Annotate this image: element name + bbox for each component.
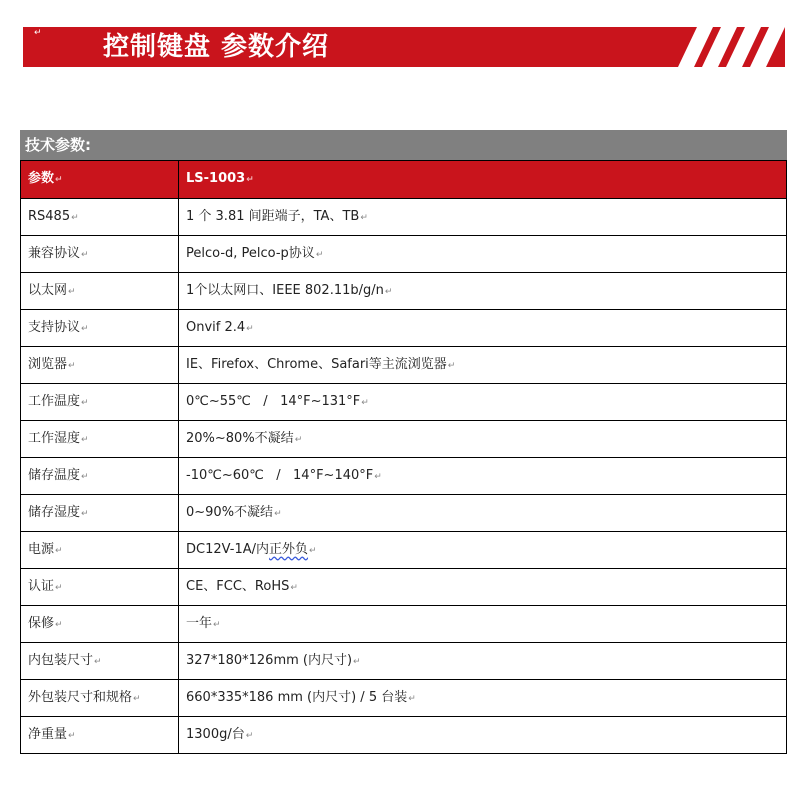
row-value-cell [179, 532, 787, 569]
header-value: LS-1003 [186, 171, 246, 186]
table-row [21, 384, 787, 421]
return-mark: ↵ [71, 212, 79, 223]
return-mark: ↵ [384, 286, 393, 297]
row-label: RS485 [28, 208, 71, 224]
row-label-cell [21, 680, 179, 717]
row-value: 一年 [186, 615, 213, 631]
return-mark: ↵ [374, 471, 382, 482]
table-row [21, 199, 787, 236]
row-label: 储存温度 [28, 467, 81, 483]
return-mark: ↵ [81, 397, 89, 408]
row-label-cell [21, 606, 179, 643]
return-mark: ↵ [55, 175, 63, 185]
return-mark: ↵ [81, 508, 89, 519]
row-value: -10℃~60℃ / 14°F~140°F [186, 467, 374, 483]
row-value: Onvif 2.4 [186, 319, 246, 335]
row-label: 内包装尺寸 [28, 652, 94, 668]
return-mark: ↵ [309, 545, 317, 556]
table-row [21, 347, 787, 384]
row-label: 工作温度 [28, 393, 81, 409]
row-value: 1个以太网口、IEEE 802.11b/g/n [186, 282, 384, 298]
return-mark: ↵ [294, 434, 303, 445]
row-label: 电源 [28, 541, 55, 557]
return-mark: ↵ [213, 619, 221, 630]
row-value: CE、FCC、RoHS [186, 578, 290, 594]
row-value: IE、Firefox、Chrome、Safari等主流浏览器 [186, 356, 447, 372]
table-row [21, 421, 787, 458]
spec-table [20, 160, 787, 754]
return-mark: ↵ [81, 249, 89, 260]
row-value: 1300g/台 [186, 726, 245, 742]
row-value-cell [179, 273, 787, 310]
return-mark: ↵ [315, 249, 324, 260]
row-label: 兼容协议 [28, 245, 81, 261]
row-value-cell [179, 458, 787, 495]
row-value-cell [179, 236, 787, 273]
table-header-row [21, 161, 787, 199]
return-mark: ↵ [246, 323, 254, 334]
return-mark: ↵ [353, 656, 361, 667]
row-value-cell [179, 384, 787, 421]
row-label: 储存湿度 [28, 504, 81, 520]
return-mark: ↵ [360, 212, 368, 223]
header-label: 参数 [28, 171, 55, 186]
return-mark: ↵ [55, 619, 63, 630]
row-label-cell [21, 569, 179, 606]
row-value: 20%~80%不凝结 [186, 430, 294, 446]
stripe-decoration [23, 27, 785, 67]
row-value: Pelco-d, Pelco-p协议 [186, 245, 315, 261]
page-title: 控制键盘 参数介绍 [103, 32, 330, 62]
row-label-cell [21, 532, 179, 569]
return-mark: ↵ [245, 730, 254, 741]
table-row [21, 273, 787, 310]
return-mark: ↵ [34, 28, 42, 38]
row-value: 0~90%不凝结 [186, 504, 274, 520]
row-value-cell [179, 606, 787, 643]
spellcheck-underlined-text: 正外负 [269, 541, 309, 557]
row-value-cell [179, 421, 787, 458]
row-label-cell [21, 199, 179, 236]
return-mark: ↵ [94, 656, 102, 667]
row-label-cell [21, 495, 179, 532]
table-row [21, 606, 787, 643]
return-mark: ↵ [133, 693, 141, 704]
row-label: 支持协议 [28, 319, 81, 335]
row-label: 认证 [28, 578, 55, 594]
return-mark: ↵ [68, 730, 76, 741]
header-value-cell [179, 161, 787, 199]
return-mark: ↵ [68, 286, 76, 297]
return-mark: ↵ [274, 508, 282, 519]
return-mark: ↵ [55, 582, 63, 593]
row-value: 1 个 3.81 间距端子，TA、TB [186, 208, 360, 224]
table-row [21, 236, 787, 273]
return-mark: ↵ [81, 323, 89, 334]
table-row [21, 495, 787, 532]
table-row [21, 680, 787, 717]
row-label-cell [21, 310, 179, 347]
row-label: 净重量 [28, 726, 68, 742]
table-row [21, 532, 787, 569]
return-mark: ↵ [408, 693, 416, 704]
table-row [21, 717, 787, 754]
return-mark: ↵ [361, 397, 369, 408]
return-mark: ↵ [81, 434, 89, 445]
row-value-cell [179, 643, 787, 680]
row-value-cell [179, 495, 787, 532]
row-label: 外包装尺寸和规格 [28, 689, 133, 705]
table-row [21, 569, 787, 606]
row-label: 以太网 [28, 282, 68, 298]
row-value: 660*335*186 mm (内尺寸) / 5 台装 [186, 689, 408, 705]
title-banner [23, 27, 785, 67]
table-row [21, 643, 787, 680]
header-label-cell [21, 161, 179, 199]
row-label: 浏览器 [28, 356, 68, 372]
spec-section-title: 技术参数: [20, 130, 787, 160]
return-mark: ↵ [246, 175, 254, 185]
return-mark: ↵ [55, 545, 63, 556]
row-value: 327*180*126mm (内尺寸) [186, 652, 353, 668]
row-label-cell [21, 421, 179, 458]
row-value-cell [179, 717, 787, 754]
row-label: 工作湿度 [28, 430, 81, 446]
table-row [21, 458, 787, 495]
row-label-cell [21, 458, 179, 495]
row-label-cell [21, 347, 179, 384]
row-value: 0℃~55℃ / 14°F~131°F [186, 393, 361, 409]
row-label-cell [21, 717, 179, 754]
row-value-cell [179, 310, 787, 347]
table-row [21, 310, 787, 347]
row-value-cell [179, 680, 787, 717]
return-mark: ↵ [290, 582, 298, 593]
row-label-cell [21, 236, 179, 273]
row-label-cell [21, 384, 179, 421]
row-label-cell [21, 273, 179, 310]
row-label: 保修 [28, 615, 55, 631]
return-mark: ↵ [447, 360, 456, 371]
row-label-cell [21, 643, 179, 680]
row-value-prefix: DC12V-1A/内 [186, 541, 269, 557]
return-mark: ↵ [81, 471, 89, 482]
return-mark: ↵ [68, 360, 76, 371]
row-value-cell [179, 347, 787, 384]
row-value-cell [179, 569, 787, 606]
row-value-cell [179, 199, 787, 236]
